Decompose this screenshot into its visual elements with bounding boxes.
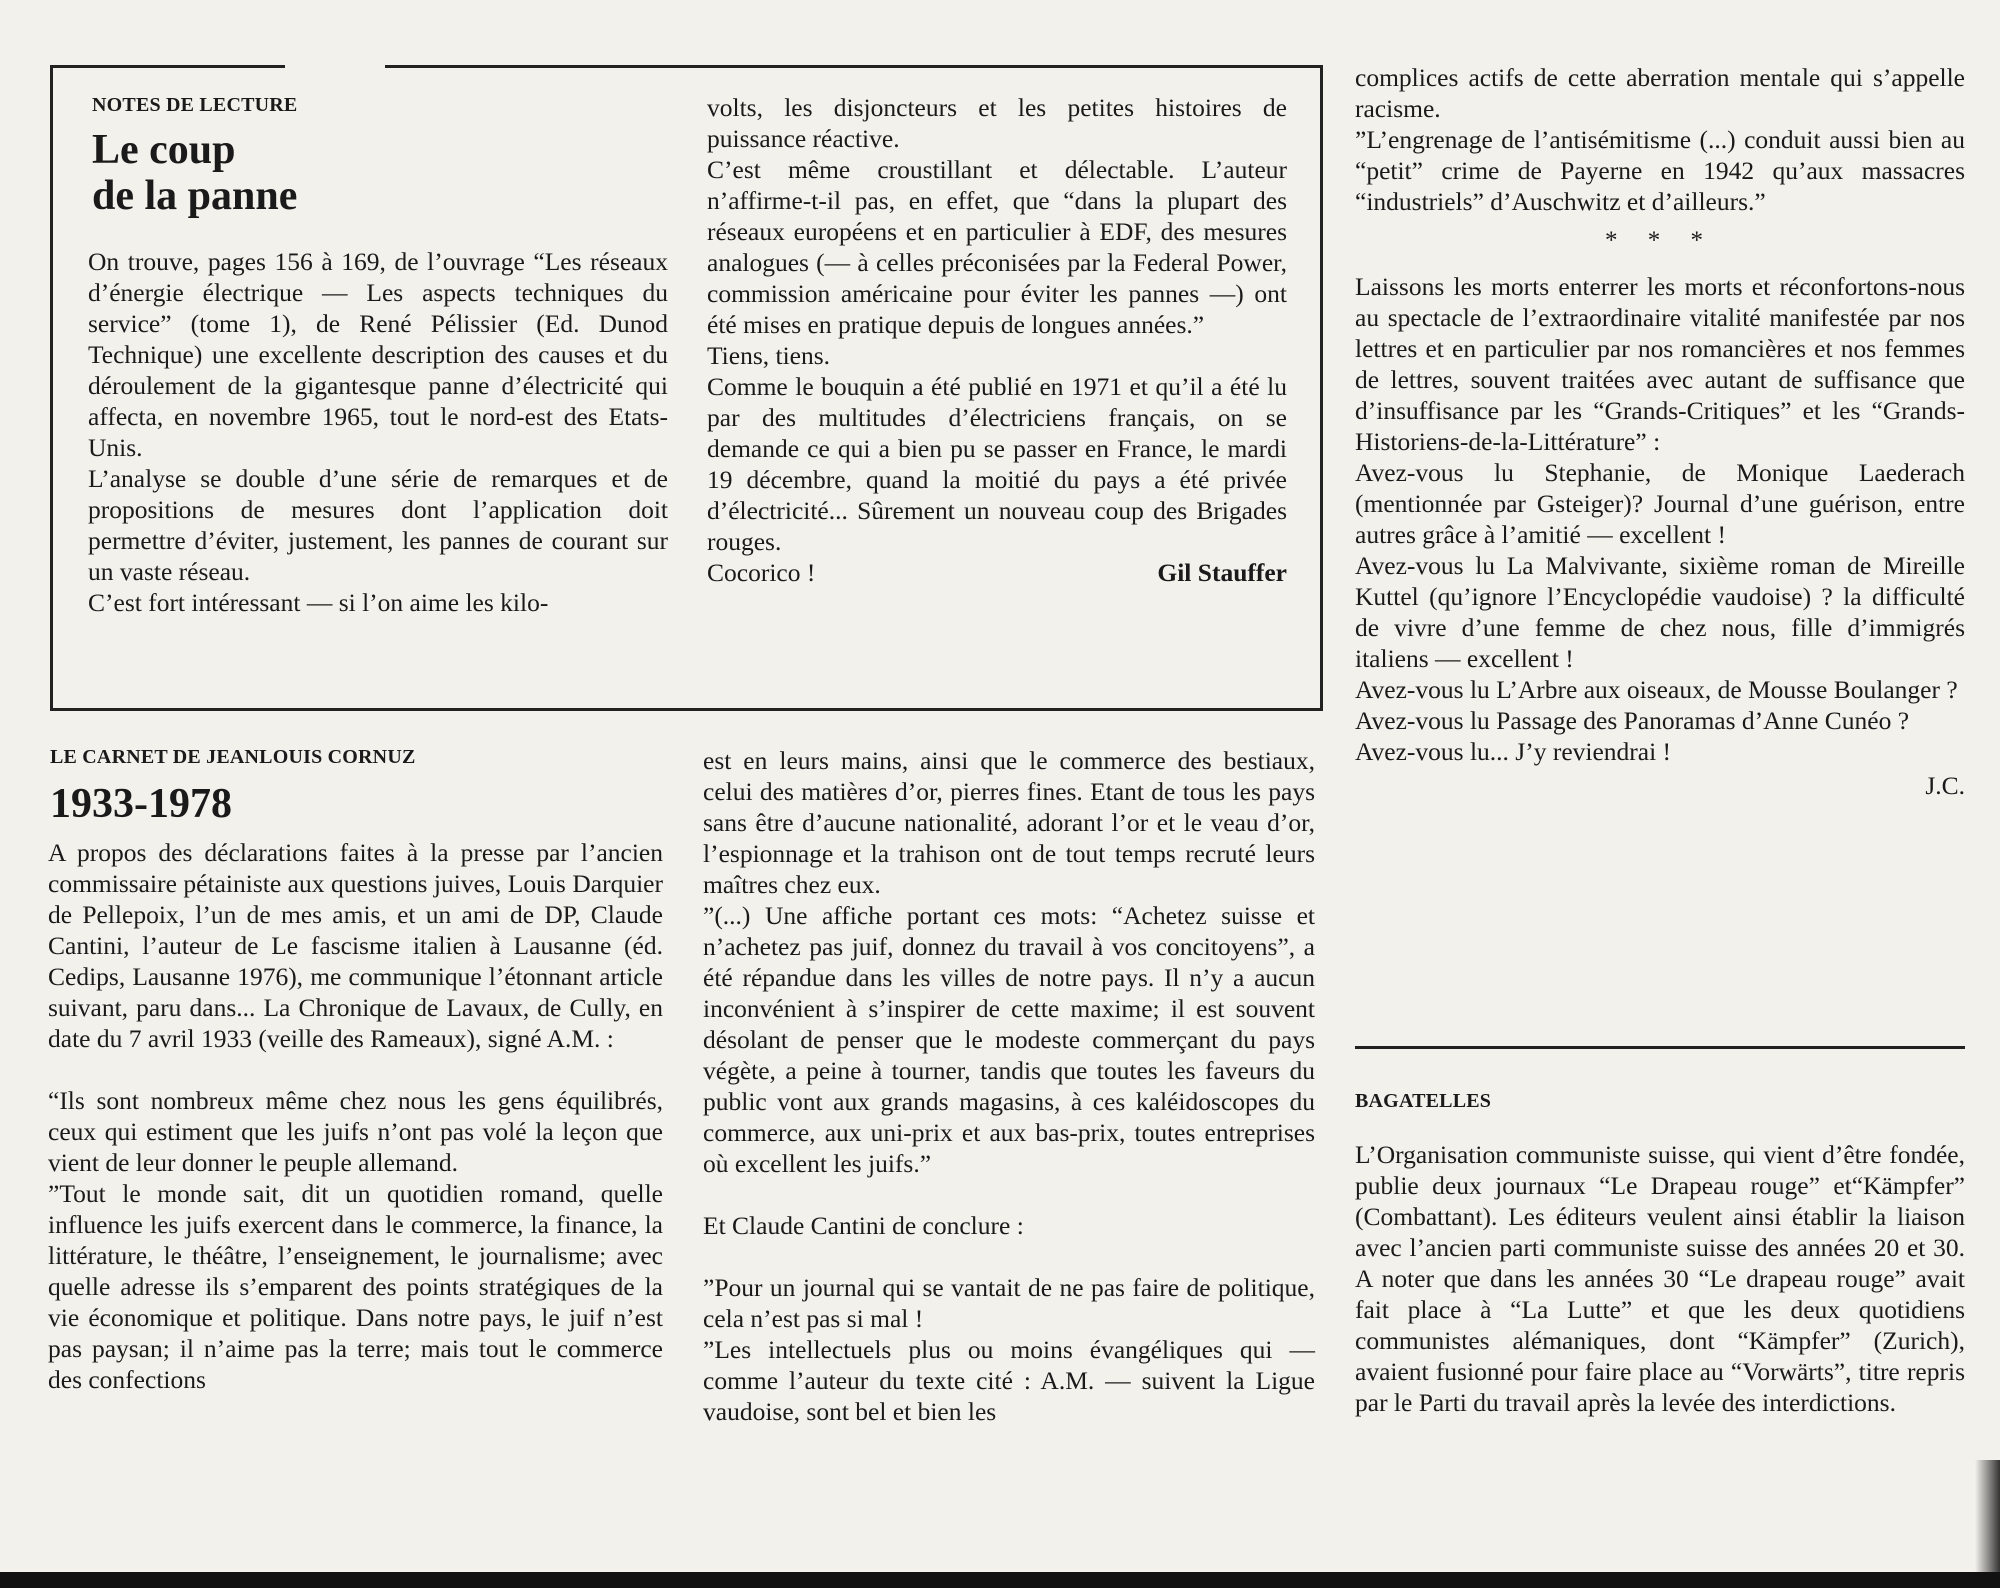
carnet-column-2 xyxy=(703,745,1315,1427)
notes-column-1 xyxy=(88,246,668,618)
carnet-signature: J.C. xyxy=(1925,771,1965,800)
section-divider xyxy=(1355,1046,1965,1049)
carnet-quote: complices actifs de cette aberration mentale qui s’appelle racisme. xyxy=(1355,63,1965,123)
carnet-paragraph: Avez-vous lu Stephanie, de Monique Laederach (mentionnée par Gsteiger)? Journal d’une guérison, entre autres grâce à l’amitié — excellent ! xyxy=(1355,458,1965,549)
carnet-quote: ”Pour un journal qui se vantait de ne pas faire de politique, cela n’est pas si mal ! xyxy=(703,1273,1315,1333)
notes-paragraph: On trouve, pages 156 à 169, de l’ouvrage “Les réseaux d’énergie électrique — Les aspects techniques du service” (tome 1), de René Pélissier (Ed. Dunod Technique) une excellente description des causes et du déroulement de la gigantesque panne d’électricité qui affecta, en novembre 1965, tout le nord-est des Etats-Unis. xyxy=(88,247,668,462)
notes-title-line2: de la panne xyxy=(92,173,298,219)
bagatelles-paragraph: L’Organisation communiste suisse, qui vient d’être fondée, publie deux journaux “Le Drapeau rouge” et“Kämpfer” (Combattant). Les éditeurs veulent ainsi établir la liaison avec l’ancien parti communiste suisse des années 20 et 30. A noter que dans les années 30 “Le drapeau rouge” avait fait place à “La Lutte” et que les deux quotidiens communistes alémaniques, dont “Kämpfer” (Zurich), avaient fusionné pour faire place au “Vorwärts”, titre repris par le Parti du travail après la levée des interdictions. xyxy=(1355,1140,1965,1417)
notes-signature: Gil Stauffer xyxy=(1157,558,1287,587)
notes-section-label: NOTES DE LECTURE xyxy=(92,94,298,116)
notes-paragraph: Comme le bouquin a été publié en 1971 et qu’il a été lu par des multitudes d’électriciens français, on se demande ce qui a bien pu se passer en France, le mardi 19 décembre, quand la moitié du pays a été privée d’électricité... Sûrement un nouveau coup des Brigades rouges. xyxy=(707,372,1287,556)
carnet-quote: ”Tout le monde sait, dit un quotidien romand, quelle influence les juifs exercent dans le commerce, la finance, la littérature, le théâtre, l’enseignement, le journalisme; avec quelle adresse ils s’emparent des points stratégiques de la vie économique et politique. Dans notre pays, le juif n’est pas paysan; il n’aime pas la terre; mais tout le commerce des confections xyxy=(48,1179,663,1394)
bagatelles-section-label: BAGATELLES xyxy=(1355,1090,1492,1112)
carnet-quote: ”L’engrenage de l’antisémitisme (...) conduit aussi bien au “petit” crime de Payerne en 1942 qu’aux massacres “industriels” d’Auschwitz et d’ailleurs.” xyxy=(1355,125,1965,216)
carnet-quote: ”(...) Une affiche portant ces mots: “Achetez suisse et n’achetez pas juif, donnez du travail à vos concitoyens”, a été répandue dans les villes de notre pays. Il n’y a aucun inconvénient à s’inspirer de cette maxime; il est souvent désolant de penser que le modeste commerçant du pays végète, a peine à tourner, tandis que toutes les faveurs du public vont aux grands magasins, à ces kaléidoscopes du commerce, aux uni-prix et aux bas-prix, toutes entreprises où excellent les juifs.” xyxy=(703,901,1315,1178)
notes-closing: Cocorico ! xyxy=(707,558,816,587)
notes-paragraph: Tiens, tiens. xyxy=(707,341,831,370)
carnet-column-3 xyxy=(1355,62,1965,801)
notes-header xyxy=(92,94,672,219)
carnet-paragraph: Laissons les morts enterrer les morts et réconfortons-nous au spectacle de l’extraordinaire vitalité manifestée par nos lettres et en particulier par nos romancières et nos femmes de lettres, souvent traitées avec autant de suffisance que d’insuffisance par les “Grands-Critiques” et les “Grands-Historiens-de-la-Littérature” : xyxy=(1355,272,1965,456)
box-border-gap xyxy=(285,59,385,71)
page-bottom-edge xyxy=(0,1572,2000,1588)
carnet-paragraph: Et Claude Cantini de conclure : xyxy=(703,1211,1024,1240)
carnet-paragraph: A propos des déclarations faites à la presse par l’ancien commissaire pétainiste aux questions juives, Louis Darquier de Pellepoix, l’un de mes amis, et un ami de DP, Claude Cantini, l’auteur de Le fascisme italien à Lausanne (éd. Cedips, Lausanne 1976), me communique l’étonnant article suivant, paru dans... La Chronique de Lavaux, de Cully, en date du 7 avril 1933 (veille des Rameaux), signé A.M. : xyxy=(48,838,663,1053)
notes-paragraph: volts, les disjoncteurs et les petites histoires de puissance réactive. xyxy=(707,93,1287,153)
notes-closing-line xyxy=(707,557,1287,588)
carnet-title: 1933-1978 xyxy=(50,781,232,827)
page-edge-shadow xyxy=(1975,1460,2000,1572)
notes-column-2 xyxy=(707,92,1287,588)
carnet-section-label: LE CARNET DE JEANLOUIS CORNUZ xyxy=(50,746,416,768)
carnet-quote: “Ils sont nombreux même chez nous les gens équilibrés, ceux qui estiment que les juifs n’ont pas volé la leçon que vient de leur donner le peuple allemand. xyxy=(48,1086,663,1177)
carnet-quote: ”Les intellectuels plus ou moins évangéliques qui — comme l’auteur du texte cité : A.M. — suivent la Ligue vaudoise, sont bel et bien les xyxy=(703,1335,1315,1426)
notes-title-line1: Le coup xyxy=(92,127,236,173)
carnet-paragraph: Avez-vous lu La Malvivante, sixième roman de Mireille Kuttel (qu’ignore l’Encyclopédie vaudoise) ? la difficulté de vivre d’une femme de chez nous, fille d’immigrés italiens — excellent ! xyxy=(1355,551,1965,673)
carnet-quote: est en leurs mains, ainsi que le commerce des bestiaux, celui des matières d’or, pierres fines. Etant de tous les pays sans être d’aucune nationalité, adorant l’or et le veau d’or, l’espionnage et la trahison ont de tout temps recruté leurs maîtres chez eux. xyxy=(703,746,1315,899)
notes-paragraph: L’analyse se double d’une série de remarques et de propositions de mesures dont l’application doit permettre d’éviter, justement, les pannes de courant sur un vaste réseau. xyxy=(88,464,668,586)
carnet-paragraph: Avez-vous lu Passage des Panoramas d’Anne Cunéo ? xyxy=(1355,706,1910,735)
carnet-header xyxy=(50,746,670,827)
carnet-paragraph: Avez-vous lu... J’y reviendrai ! xyxy=(1355,737,1672,766)
notes-paragraph: C’est fort intéressant — si l’on aime les kilo- xyxy=(88,588,549,617)
section-separator: * * * xyxy=(1605,227,1715,254)
bagatelles-section xyxy=(1355,1090,1965,1418)
carnet-paragraph: Avez-vous lu L’Arbre aux oiseaux, de Mousse Boulanger ? xyxy=(1355,675,1958,704)
notes-paragraph: C’est même croustillant et délectable. L’auteur n’affirme-t-il pas, en effet, que “dans la plupart des réseaux européens et en particulier à EDF, des mesures analogues (— à celles préconisées par la Federal Power, commission américaine pour éviter les pannes —) ont été mises en pratique depuis de longues années.” xyxy=(707,155,1287,339)
carnet-column-1 xyxy=(48,837,663,1395)
